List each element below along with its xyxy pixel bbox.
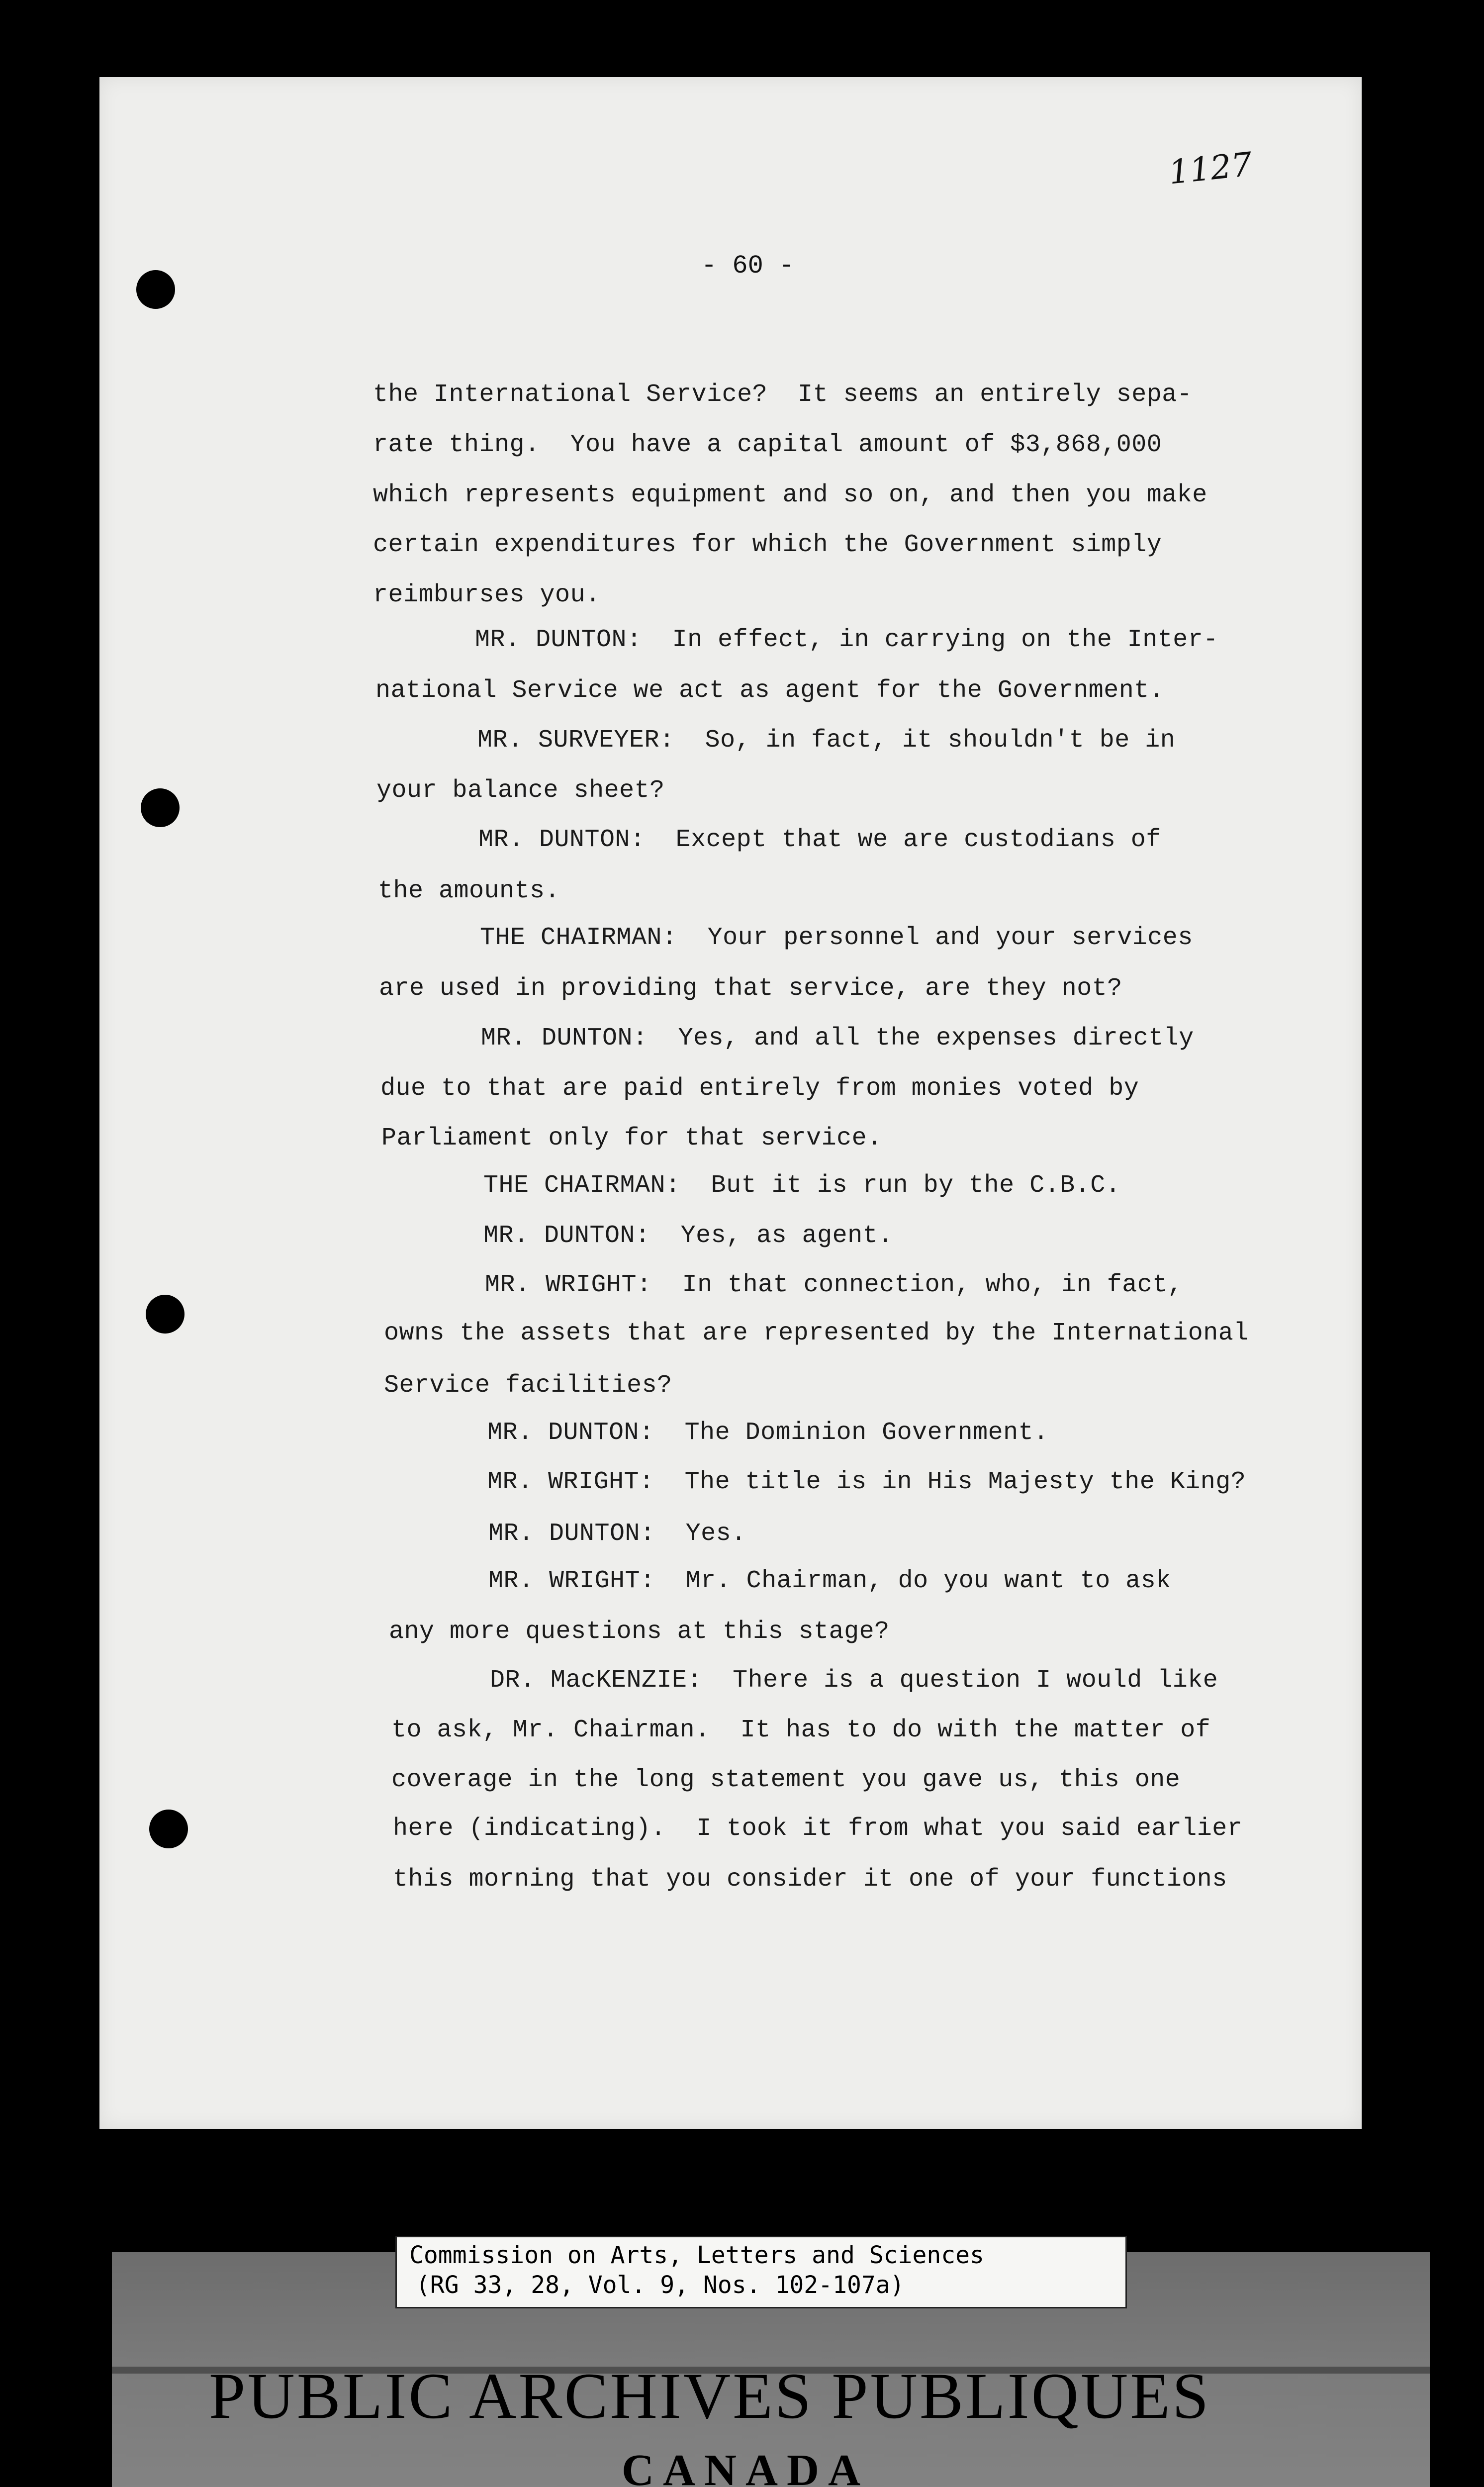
text-line: the amounts.	[378, 877, 560, 905]
archive-label-line: Commission on Arts, Letters and Sciences	[409, 2241, 984, 2269]
text-line: are used in providing that service, are they not?	[379, 974, 1122, 1003]
text-line: your balance sheet?	[376, 776, 665, 805]
text-line: MR. WRIGHT: The title is in His Majesty the King?	[487, 1468, 1246, 1496]
text-line: MR. DUNTON: Except that we are custodians of	[478, 826, 1161, 854]
archive-stamp-country: CANADA	[622, 2446, 869, 2487]
punch-hole	[136, 270, 175, 309]
punch-hole	[146, 1295, 185, 1334]
text-line: MR. DUNTON: In effect, in carrying on the Inter-	[475, 626, 1218, 654]
text-line: DR. MacKENZIE: There is a question I would like	[490, 1666, 1218, 1695]
text-line: any more questions at this stage?	[389, 1618, 890, 1646]
text-line: MR. WRIGHT: In that connection, who, in fact,	[485, 1271, 1183, 1299]
text-line: MR. DUNTON: Yes, as agent.	[483, 1222, 893, 1250]
text-line: owns the assets that are represented by the International	[384, 1319, 1249, 1347]
text-line: MR. DUNTON: Yes, and all the expenses directly	[481, 1024, 1194, 1052]
text-line: THE CHAIRMAN: Your personnel and your services	[480, 924, 1193, 952]
text-line: Service facilities?	[384, 1371, 672, 1400]
text-line: certain expenditures for which the Government simply	[373, 531, 1162, 559]
text-line: to ask, Mr. Chairman. It has to do with the matter of	[391, 1716, 1211, 1744]
text-line: coverage in the long statement you gave us, this one	[391, 1766, 1181, 1794]
handwritten-page-number: 1127	[1167, 145, 1254, 192]
punch-hole	[141, 788, 180, 827]
text-line: MR. SURVEYER: So, in fact, it shouldn't be in	[477, 726, 1176, 755]
text-line: MR. WRIGHT: Mr. Chairman, do you want to ask	[488, 1567, 1171, 1595]
punch-hole	[149, 1810, 188, 1848]
text-line: rate thing. You have a capital amount of $3,868,000	[373, 431, 1162, 459]
text-line: this morning that you consider it one of your functions	[393, 1865, 1227, 1894]
text-line: reimburses you.	[373, 581, 601, 609]
text-line: which represents equipment and so on, and then you make	[373, 481, 1207, 509]
archive-reference-label	[395, 2236, 1127, 2308]
text-line: Parliament only for that service.	[381, 1124, 882, 1152]
page-number: - 60 -	[701, 251, 795, 281]
archive-label-line: (RG 33, 28, Vol. 9, Nos. 102-107a)	[416, 2271, 905, 2299]
text-line: THE CHAIRMAN: But it is run by the C.B.C.	[483, 1171, 1121, 1200]
text-line: national Service we act as agent for the Government.	[375, 676, 1165, 705]
archive-stamp-title: PUBLIC ARCHIVES PUBLIQUES	[209, 2359, 1211, 2432]
text-line: MR. DUNTON: The Dominion Government.	[487, 1419, 1049, 1447]
text-line: due to that are paid entirely from monies voted by	[380, 1074, 1139, 1103]
text-line: here (indicating). I took it from what you said earlier	[393, 1815, 1243, 1843]
text-line: MR. DUNTON: Yes.	[488, 1520, 746, 1548]
text-line: the International Service? It seems an entirely sepa-	[373, 381, 1193, 409]
